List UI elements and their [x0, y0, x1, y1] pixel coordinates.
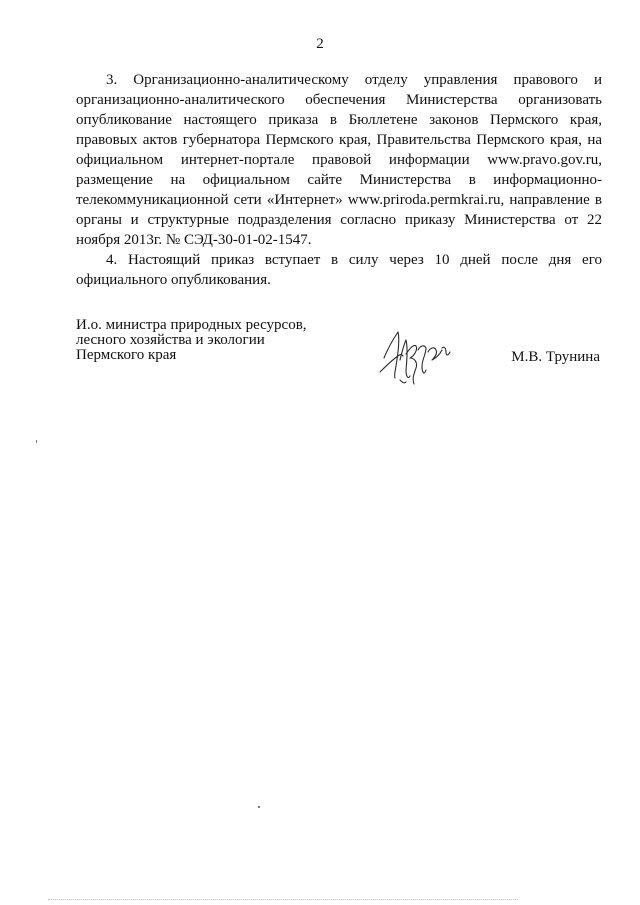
page-number: 2	[316, 36, 324, 52]
signer-name: М.В. Трунина	[511, 349, 600, 365]
signer-title	[76, 318, 307, 363]
signer-title-line: лесного хозяйства и экологии	[76, 332, 265, 348]
handwritten-signature	[376, 326, 460, 388]
paragraph-4: 4. Настоящий приказ вступает в силу через 10 дней после дня его официального опубликования.	[76, 252, 602, 288]
scan-bottom-edge	[48, 899, 518, 901]
signer-title-line: И.о. министра природных ресурсов,	[76, 317, 307, 333]
paragraph-3: 3. Организационно-аналитическому отделу управления правового и организационно-аналитического обеспечения Министерства организовать опубликование настоящего приказа в Бюллетене законов Пермского края, правовых актов губернатора Пермского края, Правительства Пермского края, на официальном интернет-портале правовой информации www.pravo.gov.ru, размещение на официальном сайте Министерства в информационно-телекоммуникационной сети «Интернет» www.priroda.permkrai.ru, направление в органы и структурные подразделения согласно приказу Министерства от 22 ноября 2013г. № СЭД-30-01-02-1547.	[76, 72, 602, 248]
document-body	[76, 70, 602, 290]
scan-speck	[36, 440, 37, 443]
signer-title-line: Пермского края	[76, 347, 177, 363]
signature-block	[76, 318, 602, 388]
scan-speck	[258, 806, 260, 808]
